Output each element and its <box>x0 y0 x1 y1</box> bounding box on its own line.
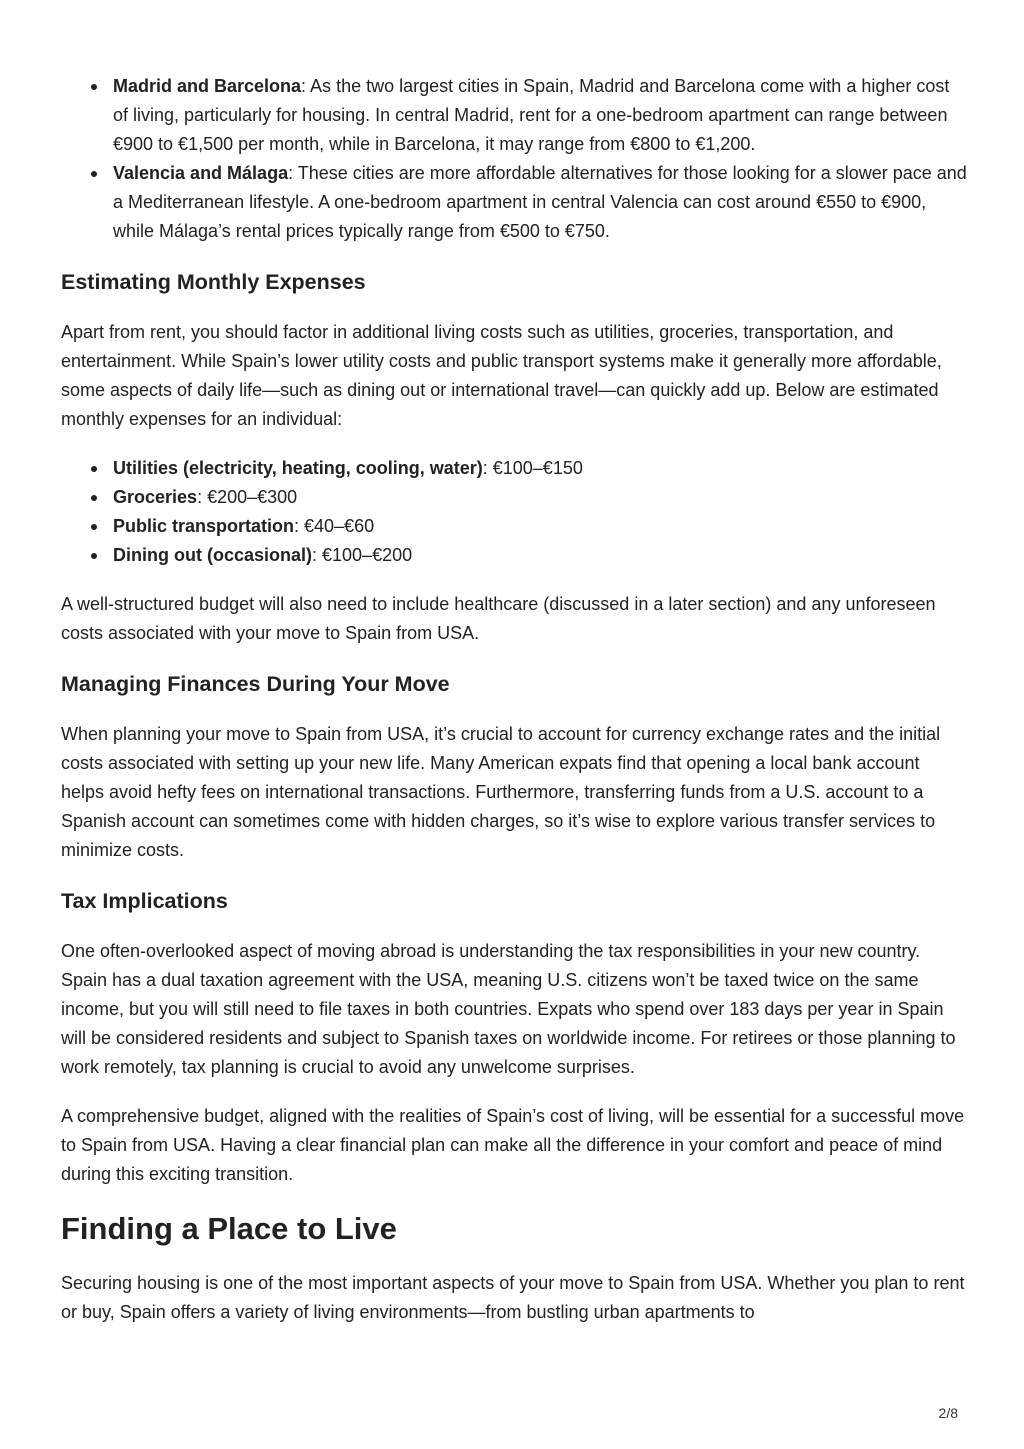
list-item-title: Groceries <box>113 487 198 507</box>
list-item-text: : These cities are more affordable alternatives for those looking for a slower pace and a Mediterranean lifestyle. A one-bedroom apartment in central Valencia can cost around €550 to €900, while Málaga’s rental prices typically range from €500 to €750. <box>113 163 967 241</box>
city-rent-list <box>61 72 967 246</box>
list-item-title: Utilities (electricity, heating, cooling, water) <box>113 458 483 478</box>
list-item <box>113 72 967 159</box>
section-heading-expenses: Estimating Monthly Expenses <box>61 270 366 294</box>
section-heading-tax: Tax Implications <box>61 889 228 913</box>
list-item-title: Valencia and Málaga <box>113 163 289 183</box>
finances-paragraph: When planning your move to Spain from USA, it’s crucial to account for currency exchange rates and the initial costs associated with setting up your new life. Many American expats find that opening a local bank account helps avoid hefty fees on international transactions. Furthermore, transferring funds from a U.S. account to a Spanish account can sometimes come with hidden charges, so it’s wise to explore various transfer services to minimize costs. <box>61 724 941 860</box>
list-item-title: Dining out (occasional) <box>113 545 313 565</box>
list-item <box>113 159 967 246</box>
page-number: 2/8 <box>938 1405 958 1421</box>
list-item <box>113 454 967 483</box>
tax-paragraph: One often-overlooked aspect of moving abroad is understanding the tax responsibilities in your new country. Spain has a dual taxation agreement with the USA, meaning U.S. citizens won’t be taxed twice on the same income, but you will still need to file taxes in both countries. Expats who spend over 183 days per year in Spain will be considered residents and subject to Spanish taxes on worldwide income. For retirees or those planning to work remotely, tax planning is crucial to avoid any unwelcome surprises. <box>61 941 956 1077</box>
list-item-text: : €200–€300 <box>197 487 298 507</box>
section-heading-finding: Finding a Place to Live <box>61 1211 397 1246</box>
expenses-paragraph: Apart from rent, you should factor in additional living costs such as utilities, groceries, transportation, and entertainment. While Spain’s lower utility costs and public transport systems make it generally more affordable, some aspects of daily life—such as dining out or international travel—can quickly add up. Below are estimated monthly expenses for an individual: <box>61 322 942 429</box>
list-item-title: Madrid and Barcelona <box>113 76 302 96</box>
finding-paragraph: Securing housing is one of the most important aspects of your move to Spain from USA. Whether you plan to rent or buy, Spain offers a variety of living environments—from bustling urban apartments to <box>61 1273 965 1322</box>
document-page <box>61 72 967 1327</box>
list-item-text: : €100–€200 <box>312 545 413 565</box>
list-item-text: : As the two largest cities in Spain, Madrid and Barcelona come with a higher cost of living, particularly for housing. In central Madrid, rent for a one-bedroom apartment can range between €900 to €1,500 per month, while in Barcelona, it may range from €800 to €1,200. <box>113 76 950 154</box>
comprehensive-paragraph: A comprehensive budget, aligned with the realities of Spain’s cost of living, will be essential for a successful move to Spain from USA. Having a clear financial plan can make all the difference in your comfort and peace of mind during this exciting transition. <box>61 1106 965 1184</box>
list-item <box>113 541 967 570</box>
expenses-list <box>61 454 967 570</box>
section-heading-finances: Managing Finances During Your Move <box>61 672 450 696</box>
budget-paragraph: A well-structured budget will also need to include healthcare (discussed in a later section) and any unforeseen costs associated with your move to Spain from USA. <box>61 594 936 643</box>
list-item <box>113 483 967 512</box>
list-item-title: Public transportation <box>113 516 295 536</box>
list-item-text: : €100–€150 <box>482 458 583 478</box>
list-item-text: : €40–€60 <box>294 516 375 536</box>
list-item <box>113 512 967 541</box>
